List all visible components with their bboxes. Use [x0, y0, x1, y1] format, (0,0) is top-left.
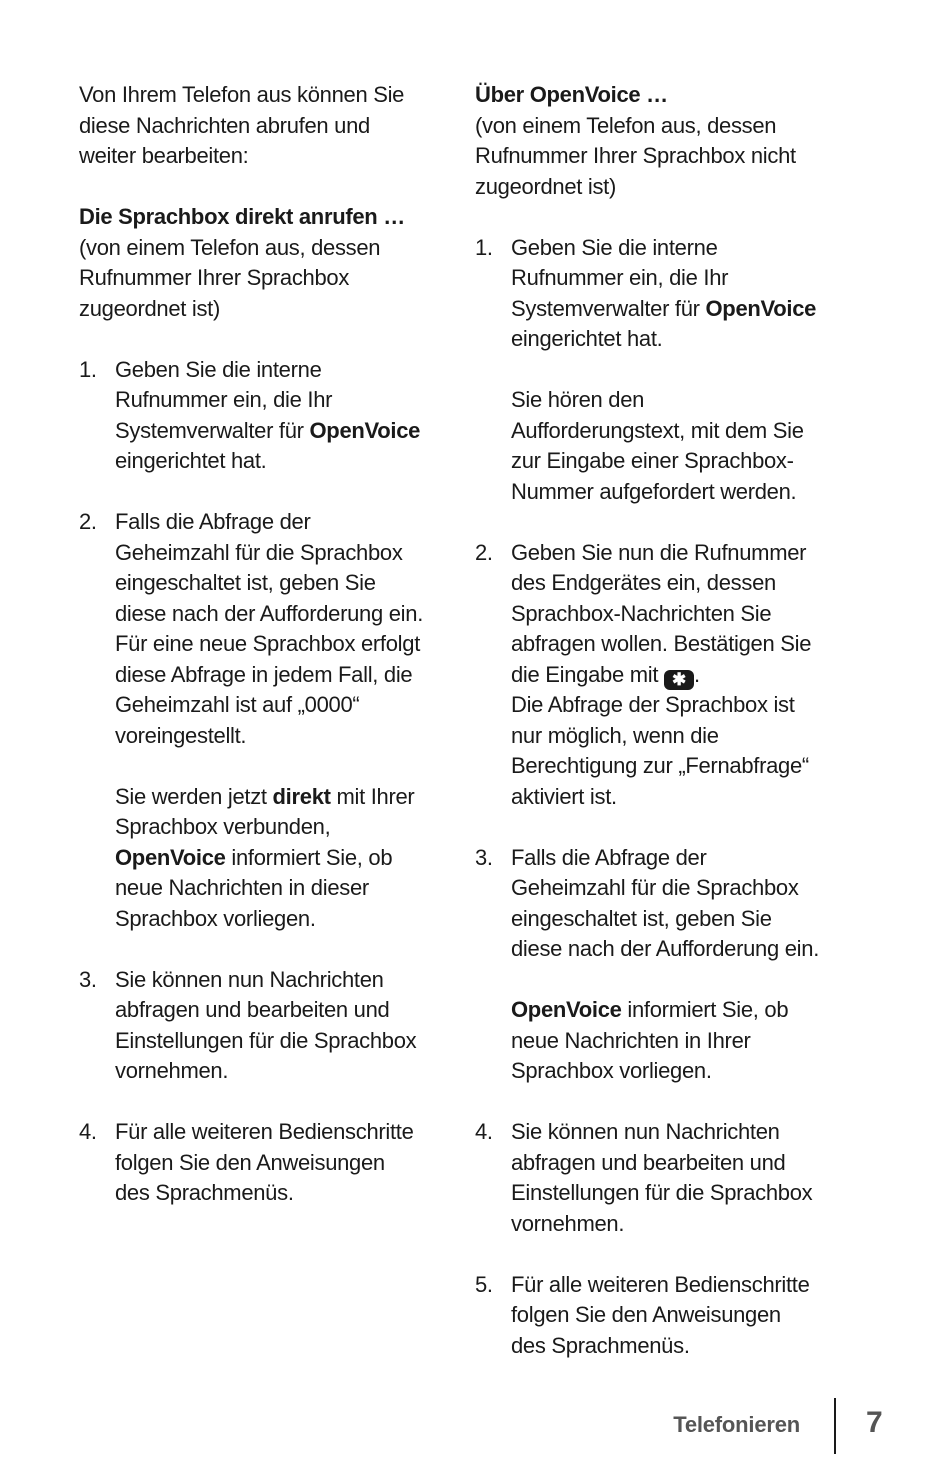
openvoice-name: OpenVoice: [309, 417, 421, 443]
left-column: [79, 80, 424, 1209]
step-text: Falls die Abfrage der Geheimzahl für die Sprachbox eingeschaltet ist, geben Sie diese nach der Aufforderung ein.: [511, 844, 820, 961]
footer-divider: [834, 1398, 836, 1454]
step-note: Die Abfrage der Sprachbox ist nur möglich, wenn die Berechtigung zur „Fernabfrage“ aktiviert ist.: [511, 692, 809, 809]
page-number: 7: [866, 1406, 883, 1439]
right-step-3: [475, 843, 820, 1087]
step-number: 3.: [79, 966, 97, 992]
step-text: Geben Sie die interne Rufnummer ein, die Ihr Systemverwalter für OpenVoice eingerichtet hat.: [115, 356, 421, 473]
step-number: 4.: [475, 1119, 493, 1144]
star-key-icon: ✱: [664, 670, 694, 690]
step-text: Geben Sie nun die Rufnummer des Endgerätes ein, dessen Sprachbox-Nachrichten Sie abfragen wollen. Bestätigen Sie die Eingabe mit ✱ .: [511, 539, 812, 689]
openvoice-subheading: (von einem Telefon aus, dessen Rufnummer Ihrer Sprachbox nicht zugeordnet ist): [475, 112, 796, 199]
intro-text: Von Ihrem Telefon aus können Sie diese Nachrichten abrufen und weiter bearbeiten:: [79, 82, 405, 168]
step-text: Geben Sie die interne Rufnummer ein, die Ihr Systemverwalter für OpenVoice eingerichtet hat.: [511, 234, 817, 351]
step-number: 1.: [79, 356, 97, 382]
step-text: Sie können nun Nachrichten abfragen und bearbeiten und Einstellungen für die Sprachbox vornehmen.: [115, 966, 417, 1083]
step-number: 4.: [79, 1119, 97, 1144]
step-text: Für alle weiteren Bedienschritte folgen Sie den Anweisungen des Sprachmenüs.: [511, 1271, 810, 1358]
openvoice-heading: Über OpenVoice …: [475, 82, 668, 107]
left-step-1: [79, 355, 424, 477]
section-label: Telefonieren: [673, 1412, 800, 1437]
left-step-4: [79, 1117, 424, 1209]
right-column: [475, 80, 820, 1361]
left-step-3: [79, 965, 424, 1087]
right-step-5: [475, 1270, 820, 1362]
step-number: 3.: [475, 844, 493, 870]
right-step-2: [475, 538, 820, 813]
step-text: Für alle weiteren Bedienschritte folgen Sie den Anweisungen des Sprachmenüs.: [115, 1119, 414, 1205]
step-number: 1.: [475, 234, 493, 260]
step-number: 2.: [475, 539, 493, 565]
step-note: Sie werden jetzt direkt mit Ihrer Sprachbox verbunden, OpenVoice informiert Sie, ob neue Nachrichten in dieser Sprachbox vorliegen.: [115, 783, 415, 931]
openvoice-name: OpenVoice: [705, 295, 817, 321]
step-note: OpenVoice informiert Sie, ob neue Nachrichten in Ihrer Sprachbox vorliegen.: [511, 997, 789, 1083]
step-note: Sie hören den Aufforderungstext, mit dem Sie zur Eingabe einer Sprachbox-Nummer aufgefordert werden.: [511, 387, 804, 504]
step-number: 5.: [475, 1271, 493, 1297]
step-number: 2.: [79, 509, 97, 534]
left-step-2: [79, 507, 424, 934]
direct-call-subheading: (von einem Telefon aus, dessen Rufnummer Ihrer Sprachbox zugeordnet ist): [79, 234, 381, 321]
right-step-4: [475, 1117, 820, 1239]
right-step-1: [475, 233, 820, 508]
step-text: Falls die Abfrage der Geheimzahl für die Sprachbox eingeschaltet ist, geben Sie diese nach der Aufforderung ein. Für eine neue Sprachbox erfolgt diese Abfrage in jedem Fall, die Geheimzahl ist auf „0000“ voreingestellt.: [115, 509, 424, 748]
step-text: Sie können nun Nachrichten abfragen und bearbeiten und Einstellungen für die Sprachbox vornehmen.: [511, 1119, 813, 1236]
direct-call-heading: Die Sprachbox direkt anrufen …: [79, 204, 405, 229]
